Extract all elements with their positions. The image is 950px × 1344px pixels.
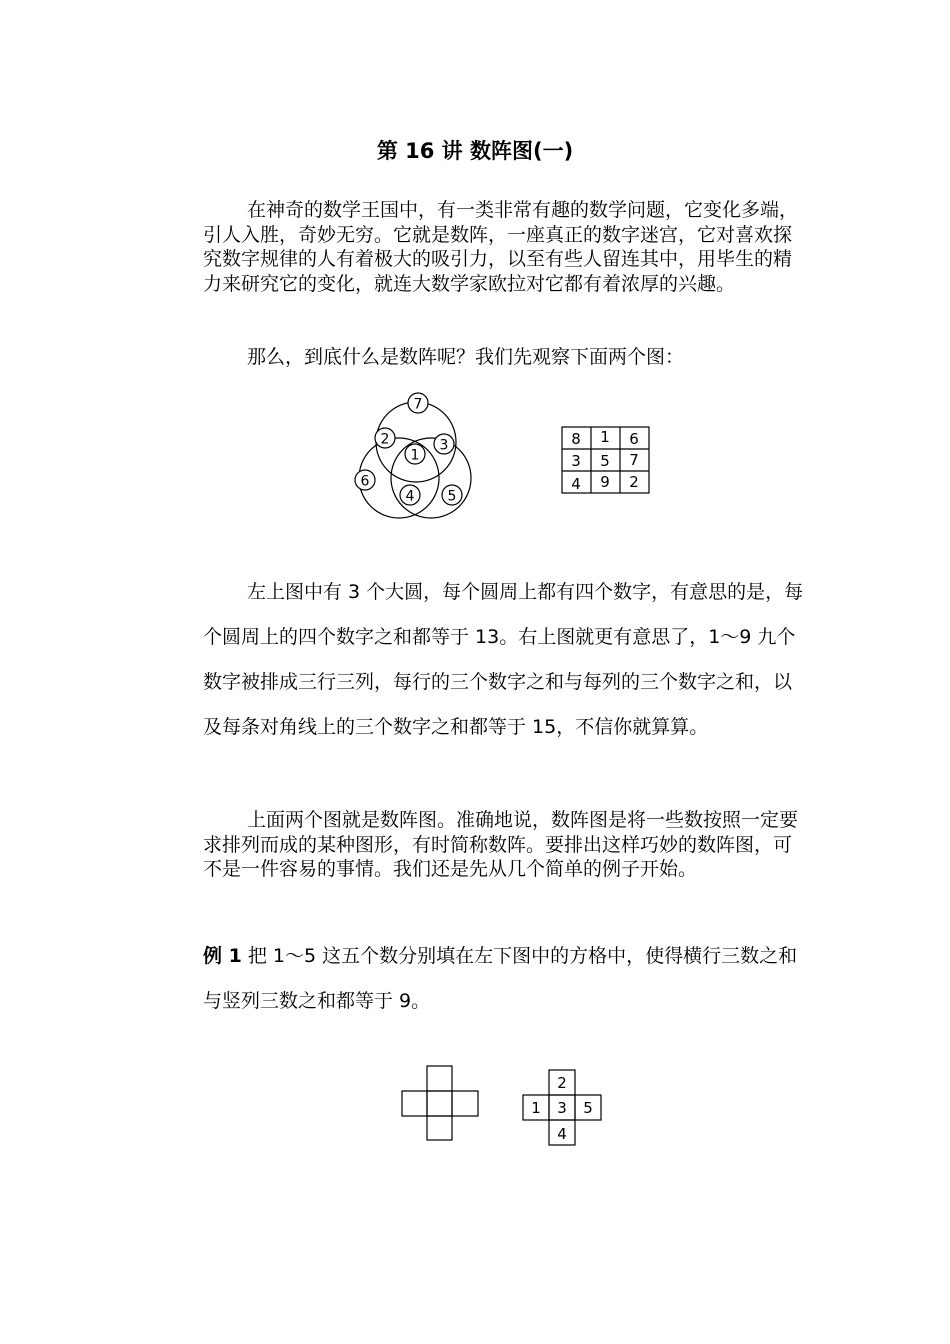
- circle-node-6-label: 6: [360, 473, 370, 490]
- circle-node-1-label: 1: [410, 447, 420, 464]
- magic-cell-r3c1: 4: [571, 475, 581, 493]
- magic-cell-r2c2: 5: [600, 452, 610, 470]
- definition-paragraph: 上面两个图就是数阵图。准确地说，数阵图是将一些数按照一定要求排列而成的某种图形，有时简称数阵。要排出这样巧妙的数阵图，可不是一件容易的事情。我们还是先从几个简单的例子开始。: [203, 809, 799, 880]
- circle-node-6: [355, 470, 375, 490]
- example-1-text: 把 1～5 这五个数分别填在左下图中的方格中，使得横行三数之和与竖列三数之和都等于 9。: [203, 945, 798, 1012]
- example-1-label: 例 1: [203, 945, 242, 967]
- magic-cell-r1c3: 6: [629, 430, 639, 448]
- circle-node-4-label: 4: [405, 488, 415, 505]
- circle-node-7: [408, 393, 428, 413]
- magic-cell-r1c1: 8: [571, 430, 581, 448]
- empty-cross-figure: [398, 1062, 482, 1144]
- circle-node-5-label: 5: [447, 488, 457, 505]
- magic-cell-r3c2: 9: [600, 473, 610, 491]
- magic-square-figure: [558, 424, 654, 496]
- circle-node-3-label: 3: [439, 437, 449, 454]
- magic-cell-r1c2: 1: [600, 428, 610, 446]
- cross-cell-bottom: 4: [557, 1125, 567, 1143]
- magic-cell-r2c3: 7: [629, 451, 639, 469]
- page-title: 第 16 讲 数阵图(一): [376, 139, 574, 163]
- cross-cell-right: 5: [583, 1099, 593, 1117]
- circle-node-2-label: 2: [380, 431, 390, 448]
- big-circle-right: [391, 438, 471, 518]
- intro-paragraph: 在神奇的数学王国中，有一类非常有趣的数学问题，它变化多端，引人入胜，奇妙无穷。它就是数阵，一座真正的数字迷宫，它对喜欢探究数字规律的人有着极大的吸引力，以至有些人留连其中，用毕生的精力来研究它的变化，就连大数学家欧拉对它都有着浓厚的兴趣。: [203, 199, 799, 295]
- circle-node-1: [405, 444, 425, 464]
- example-1-paragraph: [203, 934, 808, 1024]
- question-paragraph: 那么，到底什么是数阵呢？我们先观察下面两个图：: [247, 346, 685, 368]
- circle-node-2: [375, 428, 395, 448]
- magic-cell-r3c3: 2: [629, 473, 639, 491]
- cross-cell-center: 3: [557, 1099, 567, 1117]
- circle-node-7-label: 7: [413, 396, 423, 413]
- circle-node-4: [400, 485, 420, 505]
- cross-cell-left: 1: [531, 1099, 541, 1117]
- explanation-paragraph: 左上图中有 3 个大圆，每个圆周上都有四个数字，有意思的是，每个圆周上的四个数字之和都等于 13。右上图就更有意思了，1～9 九个数字被排成三行三列，每行的三个数字之和与每列的三个数字之和，以及每条对角线上的三个数字之和都等于 15，不信你就算算。: [203, 581, 804, 738]
- circle-node-5: [442, 485, 462, 505]
- magic-cell-r2c1: 3: [571, 452, 581, 470]
- filled-cross-figure: [519, 1066, 606, 1150]
- cross-cell-top: 2: [557, 1074, 567, 1092]
- three-circles-figure: [350, 388, 475, 513]
- circle-node-3: [434, 434, 454, 454]
